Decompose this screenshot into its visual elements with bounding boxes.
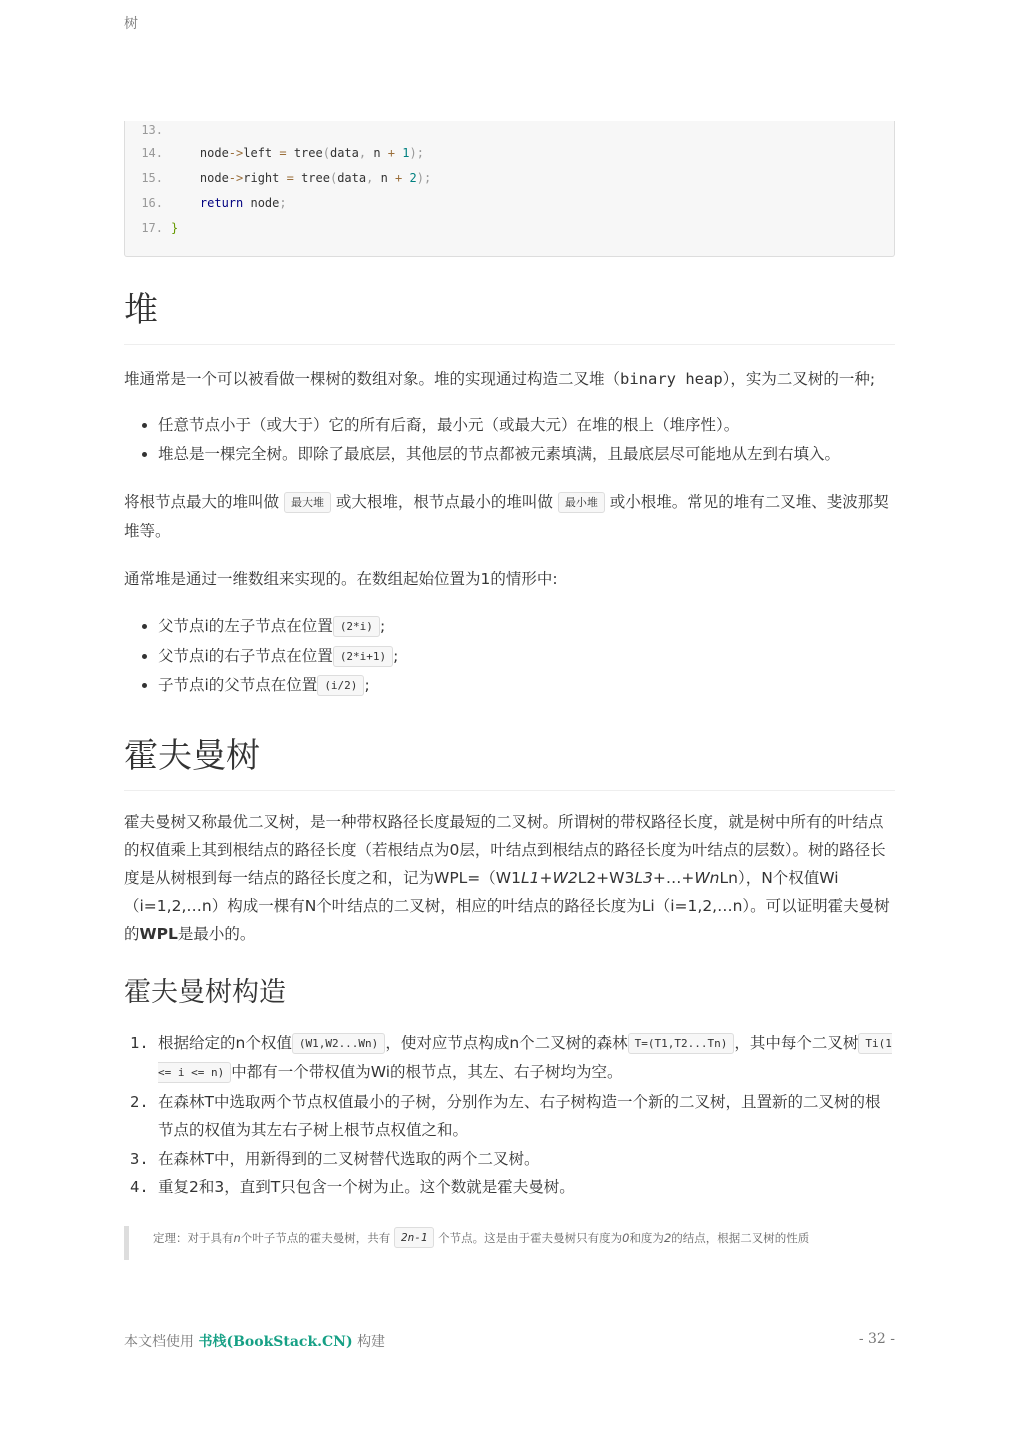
- list-item: 2. 在森林T中选取两个节点权值最小的子树，分别作为左、右子树构造一个新的二叉树，且置新的二叉树的根节点的权值为其左右子树上根节点权值之和。: [158, 1088, 895, 1145]
- code-token: =: [286, 171, 294, 185]
- code-token: return: [171, 196, 244, 210]
- code-token: node: [171, 146, 229, 160]
- footer-credit: 本文档使用 书栈(BookStack.CN) 构建: [124, 1334, 386, 1350]
- list-item: • 父节点i的右子节点在位置 (2*i+1) ;: [158, 642, 895, 672]
- list-item: • 子节点i的父节点在位置 (i/2) ;: [158, 671, 895, 701]
- running-title: 树: [124, 16, 138, 32]
- code-token: n: [373, 171, 396, 185]
- code-token: [395, 141, 402, 166]
- code-token: (: [329, 171, 338, 185]
- code-token: [402, 166, 409, 191]
- code-block: [124, 121, 895, 257]
- theorem-blockquote: 定理：对于具有n个叶子节点的霍夫曼树，共有 2n-1 个节点。这是由于霍夫曼树只有度为0和度为2的结点，根据二叉树的性质: [124, 1226, 895, 1260]
- code-token: =: [279, 146, 287, 160]
- code-token: n: [366, 146, 388, 160]
- min-heap-code: 最小堆: [558, 492, 605, 513]
- list-item: 3. 在森林T中，用新得到的二叉树替代选取的两个二叉树。: [158, 1145, 895, 1174]
- code-token: right: [243, 171, 287, 185]
- code-token: (: [322, 146, 330, 160]
- heading-heap: 堆: [124, 288, 895, 345]
- code-token: node: [243, 196, 280, 210]
- heap-array-paragraph: 通常堆是通过一维数组来实现的。在数组起始位置为1的情形中:: [124, 570, 558, 588]
- huffman-intro: 霍夫曼树又称最优二叉树，是一种带权路径长度最短的二叉树。所谓树的带权路径长度，就是树中所有的叶结点的权值乘上其到根结点的路径长度（若根结点为0层，叶结点到根结点的路径长度为叶结点的层数）。树的路径长度是从树根到每一结点的路径长度之和，记为WPL=（W1L1+W2L2+W3L3+…+WnLn），N个权值Wi（i=1,2,…n）构成一棵有N个叶结点的二叉树，相应的叶结点的路径长度为Li（i=1,2,…n）。可以证明霍夫曼树的WPL是最小的。: [124, 812, 890, 943]
- code-token: tree: [286, 146, 323, 160]
- code-token: ;: [279, 196, 287, 210]
- line-number: 14.: [141, 146, 163, 160]
- code-line: [125, 166, 894, 191]
- code-token: data: [329, 146, 359, 160]
- line-number: 13.: [141, 123, 163, 137]
- code-token: node: [171, 171, 229, 185]
- heap-positions-list: [124, 612, 895, 701]
- code-token: );: [416, 171, 432, 185]
- heap-properties-list: [124, 411, 895, 468]
- heading-huffman-tree: 霍夫曼树: [124, 734, 895, 791]
- list-item: • 堆总是一棵完全树。即除了最底层，其他层的节点都被元素填满，且最底层尽可能地从左到右填入。: [158, 440, 895, 469]
- code-line: [125, 216, 894, 241]
- heap-intro: 堆通常是一个可以被看做一棵树的数组对象。堆的实现通过构造二叉堆（binary heap），实为二叉树的一种;: [124, 370, 876, 388]
- list-item: 4. 重复2和3，直到T只包含一个树为止。这个数就是霍夫曼树。: [158, 1173, 895, 1202]
- code-token: ,: [358, 146, 367, 160]
- code-token: left: [243, 146, 280, 160]
- line-number: 15.: [141, 171, 163, 185]
- bookstack-link[interactable]: 书栈(BookStack.CN): [198, 1334, 353, 1350]
- code-token: +: [395, 171, 403, 185]
- list-item: 1. 根据给定的n个权值 (W1,W2...Wn) ，使对应节点构成n个二叉树的森林 T=(T1,T2...Tn) ，其中每个二叉树 Ti(1 <= i <= n) 中都有一个带权值为Wi的根节点，其左、右子树均为空。: [158, 1029, 895, 1088]
- code-token: data: [337, 171, 367, 185]
- code-token: );: [409, 146, 424, 160]
- max-heap-code: 最大堆: [284, 492, 331, 513]
- code-token: tree: [293, 171, 330, 185]
- line-number: 17.: [141, 221, 163, 235]
- huffman-steps-list: [124, 1029, 895, 1202]
- code-token: }: [171, 221, 179, 235]
- code-token: +: [387, 146, 396, 160]
- code-token: ->: [228, 146, 244, 160]
- page-number: - 32 -: [858, 1331, 895, 1347]
- code-token: ->: [228, 171, 244, 185]
- list-item: • 任意节点小于（或大于）它的所有后裔，最小元（或最大元）在堆的根上（堆序性）。: [158, 411, 895, 440]
- document-content: [124, 121, 895, 1260]
- code-token: 1: [402, 146, 410, 160]
- line-number: 16.: [141, 196, 163, 210]
- list-item: • 父节点i的左子节点在位置 (2*i) ;: [158, 612, 895, 642]
- code-token: ,: [366, 171, 374, 185]
- code-line: [125, 141, 894, 166]
- code-token: 2: [409, 171, 417, 185]
- heap-types-paragraph: 将根节点最大的堆叫做 最大堆 或大根堆，根节点最小的堆叫做 最小堆 或小根堆。常见的堆有二叉堆、斐波那契堆等。: [124, 493, 889, 540]
- heading-huffman-construction: 霍夫曼树构造: [124, 976, 286, 1008]
- code-line: [125, 121, 894, 141]
- code-line: [125, 191, 894, 216]
